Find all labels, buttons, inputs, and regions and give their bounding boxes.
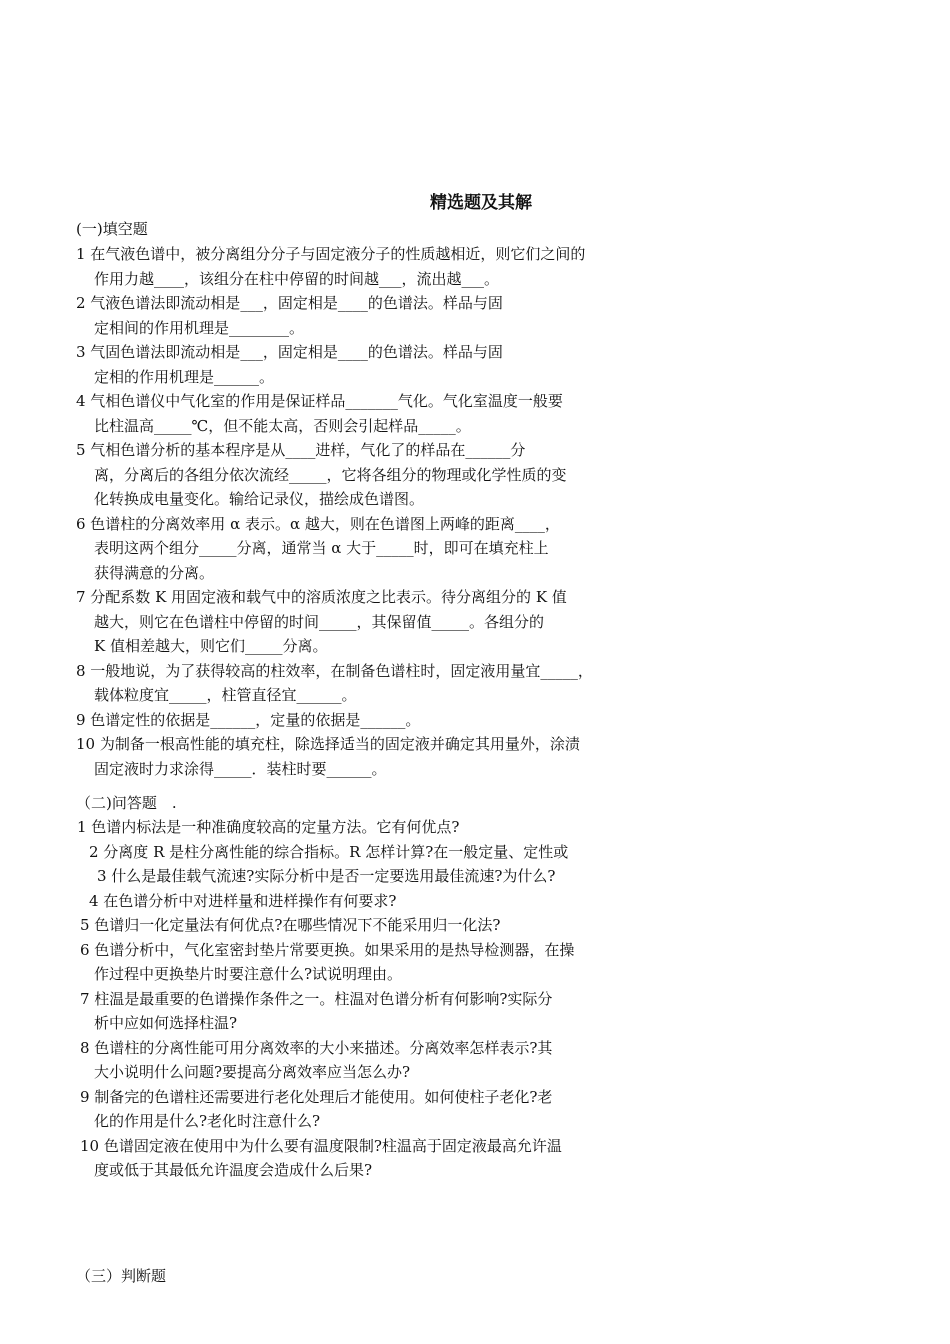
fill-in-question-line: 定相的作用机理是______。 — [94, 367, 275, 386]
short-answer-question-line: 3 什么是最佳载气流速?实际分析中是否一定要选用最佳流速?为什么? — [97, 867, 556, 885]
fill-in-question-line: 表明这两个组分_____分离，通常当 α 大于_____时，即可在填充柱上 — [94, 539, 549, 557]
short-answer-question-line: 8 色谱柱的分离性能可用分离效率的大小来描述。分离效率怎样表示?其 — [80, 1038, 553, 1057]
short-answer-question-line: 1 色谱内标法是一种准确度较高的定量方法。它有何优点? — [77, 818, 460, 836]
fill-in-question-line: 化转换成电量变化。输给记录仪，描绘成色谱图。 — [94, 490, 425, 508]
short-answer-question-line: 10 色谱固定液在使用中为什么要有温度限制?柱温高于固定液最高允许温 — [80, 1136, 562, 1155]
fill-in-question-line: 9 色谱定性的依据是______，定量的依据是______。 — [76, 710, 421, 729]
fill-in-question-line: 离，分离后的各组分依次流经_____，它将各组分的物理或化学性质的变 — [94, 465, 567, 484]
short-answer-question-line: 9 制备完的色谱柱还需要进行老化处理后才能使用。如何使柱子老化?老 — [80, 1087, 553, 1106]
fill-in-question-line: 定相间的作用机理是________。 — [94, 318, 305, 337]
fill-in-question-line: 2 气液色谱法即流动相是___，固定相是____的色谱法。样品与固 — [76, 294, 503, 312]
fill-in-question-line: 8 一般地说，为了获得较高的柱效率，在制备色谱柱时，固定液用量宜_____， — [76, 661, 593, 680]
short-answer-question-line: 5 色谱归一化定量法有何优点?在哪些情况下不能采用归一化法? — [80, 916, 501, 934]
short-answer-question-line: 化的作用是什么?老化时注意什么? — [94, 1112, 321, 1130]
short-answer-question-line: 析中应如何选择柱温? — [94, 1014, 238, 1032]
fill-in-question-line: 获得满意的分离。 — [94, 563, 215, 582]
fill-in-question-line: 7 分配系数 K 用固定液和载气中的溶质浓度之比表示。待分离组分的 K 值 — [76, 588, 567, 606]
fill-in-question-line: 10 为制备一根高性能的填充柱，除选择适当的固定液并确定其用量外，涂渍 — [76, 735, 580, 753]
section-heading-fill-in: (一)填空题 — [76, 220, 148, 238]
fill-in-question-line: 1 在气液色谱中，被分离组分分子与固定液分子的性质越相近，则它们之间的 — [76, 245, 586, 263]
short-answer-question-line: 6 色谱分析中，气化室密封垫片常要更换。如果采用的是热导检测器，在操 — [80, 940, 575, 959]
fill-in-question-line: 4 气相色谱仪中气化室的作用是保证样品_______气化。气化室温度一般要 — [76, 392, 563, 410]
short-answer-question-line: 大小说明什么问题?要提高分离效率应当怎么办? — [94, 1063, 411, 1081]
fill-in-question-line: 比柱温高_____℃，但不能太高，否则会引起样品_____。 — [94, 416, 471, 435]
short-answer-question-line: 度或低于其最低允许温度会造成什么后果? — [94, 1161, 373, 1179]
fill-in-question-line: 3 气固色谱法即流动相是___，固定相是____的色谱法。样品与固 — [76, 343, 503, 361]
section-heading-true-false: （三）判断题 — [76, 1267, 167, 1285]
fill-in-question-line: 6 色谱柱的分离效率用 α 表示。α 越大，则在色谱图上两峰的距离____， — [76, 514, 560, 533]
short-answer-question-line: 4 在色谱分析中对进样量和进样操作有何要求? — [89, 891, 397, 910]
fill-in-question-line: 载体粒度宜_____，柱管直径宜______。 — [94, 686, 357, 704]
short-answer-question-line: 2 分离度 R 是柱分离性能的综合指标。R 怎样计算?在一般定量、定性或 — [89, 842, 569, 861]
section-heading-short-answer: （二)问答题 . — [76, 794, 177, 812]
fill-in-question-line: K 值相差越大，则它们_____分离。 — [94, 637, 328, 655]
short-answer-question-line: 7 柱温是最重要的色谱操作条件之一。柱温对色谱分析有何影响?实际分 — [80, 989, 553, 1008]
fill-in-question-line: 固定液时力求涂得_____．装柱时要______。 — [94, 759, 387, 778]
fill-in-question-line: 5 气相色谱分析的基本程序是从____进样，气化了的样品在______分 — [76, 441, 526, 459]
fill-in-question-line: 作用力越____，该组分在柱中停留的时间越___，流出越___。 — [94, 269, 500, 288]
document-title: 精选题及其解 — [430, 193, 532, 213]
short-answer-question-line: 作过程中更换垫片时要注意什么?试说明理由。 — [94, 965, 403, 983]
fill-in-question-line: 越大，则它在色谱柱中停留的时间_____，其保留值_____。各组分的 — [94, 612, 545, 631]
